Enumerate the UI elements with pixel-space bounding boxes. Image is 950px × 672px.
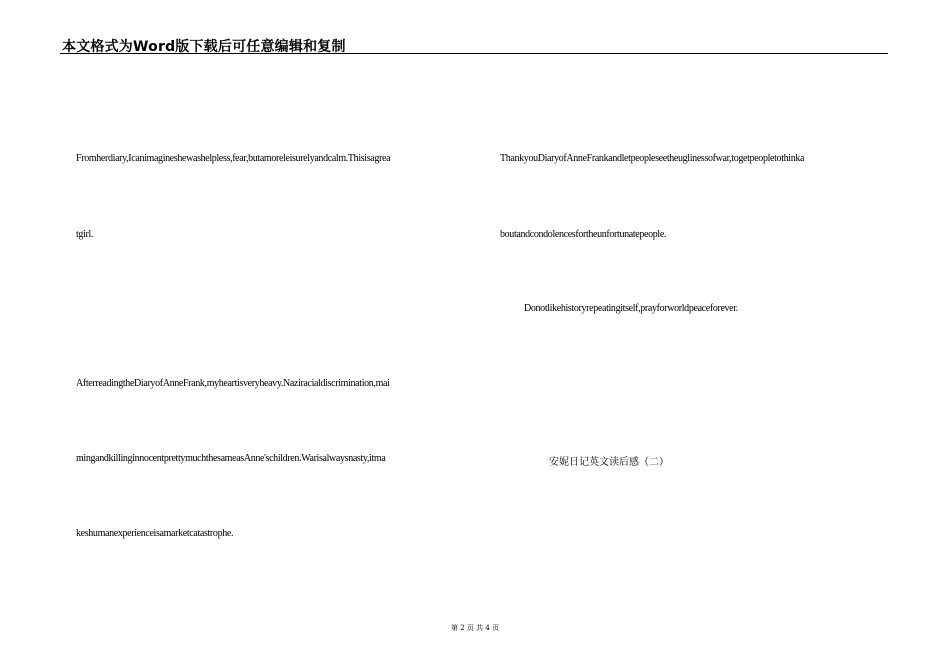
paragraph-line: ThankyouDiaryofAnneFrankandletpeopleseetheuglinessofwar,togetpeopletothinka xyxy=(500,153,805,164)
paragraph-line: boutandcondolencesfortheunfortunatepeople. xyxy=(500,229,667,240)
paragraph-line: Donotlikehistoryrepeatingitself,prayforworldpeaceforever. xyxy=(524,303,738,314)
paragraph-line: AfterreadingtheDiaryofAnneFrank,myheartisveryheavy.Naziracialdiscrimination,mai xyxy=(76,378,390,389)
paragraph-line: Fromherdiary,Icanimagineshewashelpless,fear,butamoreleisurelyandcalm.Thisisagrea xyxy=(76,153,391,164)
document-header-title: 本文格式为Word版下载后可任意编辑和复制 xyxy=(62,39,346,55)
header-divider xyxy=(60,53,888,54)
paragraph-line: tgirl. xyxy=(76,229,94,240)
paragraph-line: mingandkillinginnocentprettymuchthesameasAnne'schildren.Warisalwaysnasty,itma xyxy=(76,453,386,464)
paragraph-line: keshumanexperienceisamarketcatastrophe. xyxy=(76,528,234,539)
page-number-footer: 第 2 页 共 4 页 xyxy=(450,624,500,632)
section-heading: 安妮日记英文读后感（二） xyxy=(549,457,669,468)
